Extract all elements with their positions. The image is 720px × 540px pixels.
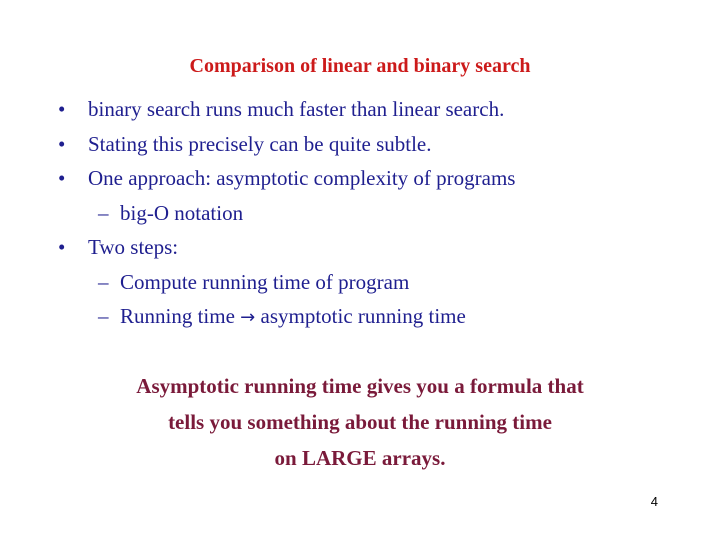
sub-bullet-item xyxy=(58,196,515,231)
bullet-dot: • xyxy=(58,235,66,259)
bullet-text: Two steps: xyxy=(88,235,179,259)
bullet-item xyxy=(58,161,515,196)
sub-bullet-item xyxy=(58,265,515,300)
page-number: 4 xyxy=(650,494,658,509)
bullet-item xyxy=(58,230,515,265)
summary-line: Asymptotic running time gives you a formula that xyxy=(136,374,584,398)
sub-bullet-dash: – xyxy=(98,304,109,328)
sub-bullet-item xyxy=(58,299,515,334)
bullet-item xyxy=(58,92,515,127)
sub-bullet-dash: – xyxy=(98,269,109,294)
bullet-dot: • xyxy=(58,166,66,190)
sub-bullet-text: Compute running time of program xyxy=(120,269,410,294)
bullet-text: Stating this precisely can be quite subtle. xyxy=(88,131,432,156)
slide-title: Comparison of linear and binary search xyxy=(189,55,531,77)
bullet-item xyxy=(58,127,515,162)
summary-text xyxy=(0,368,720,476)
right-arrow-icon: → xyxy=(240,307,256,328)
sub-bullet-text: Running time xyxy=(120,304,235,328)
summary-line: on LARGE arrays. xyxy=(274,446,446,470)
sub-bullet-text: asymptotic running time xyxy=(260,304,466,328)
bullet-text: binary search runs much faster than linear search. xyxy=(88,97,505,121)
summary-line: tells you something about the running time xyxy=(168,410,552,434)
bullet-dot: • xyxy=(58,131,66,156)
sub-bullet-dash: – xyxy=(98,200,109,225)
bullet-dot: • xyxy=(58,97,66,121)
bullet-list xyxy=(58,92,515,334)
bullet-text: One approach: asymptotic complexity of programs xyxy=(88,166,516,190)
sub-bullet-text: big-O notation xyxy=(120,200,244,225)
